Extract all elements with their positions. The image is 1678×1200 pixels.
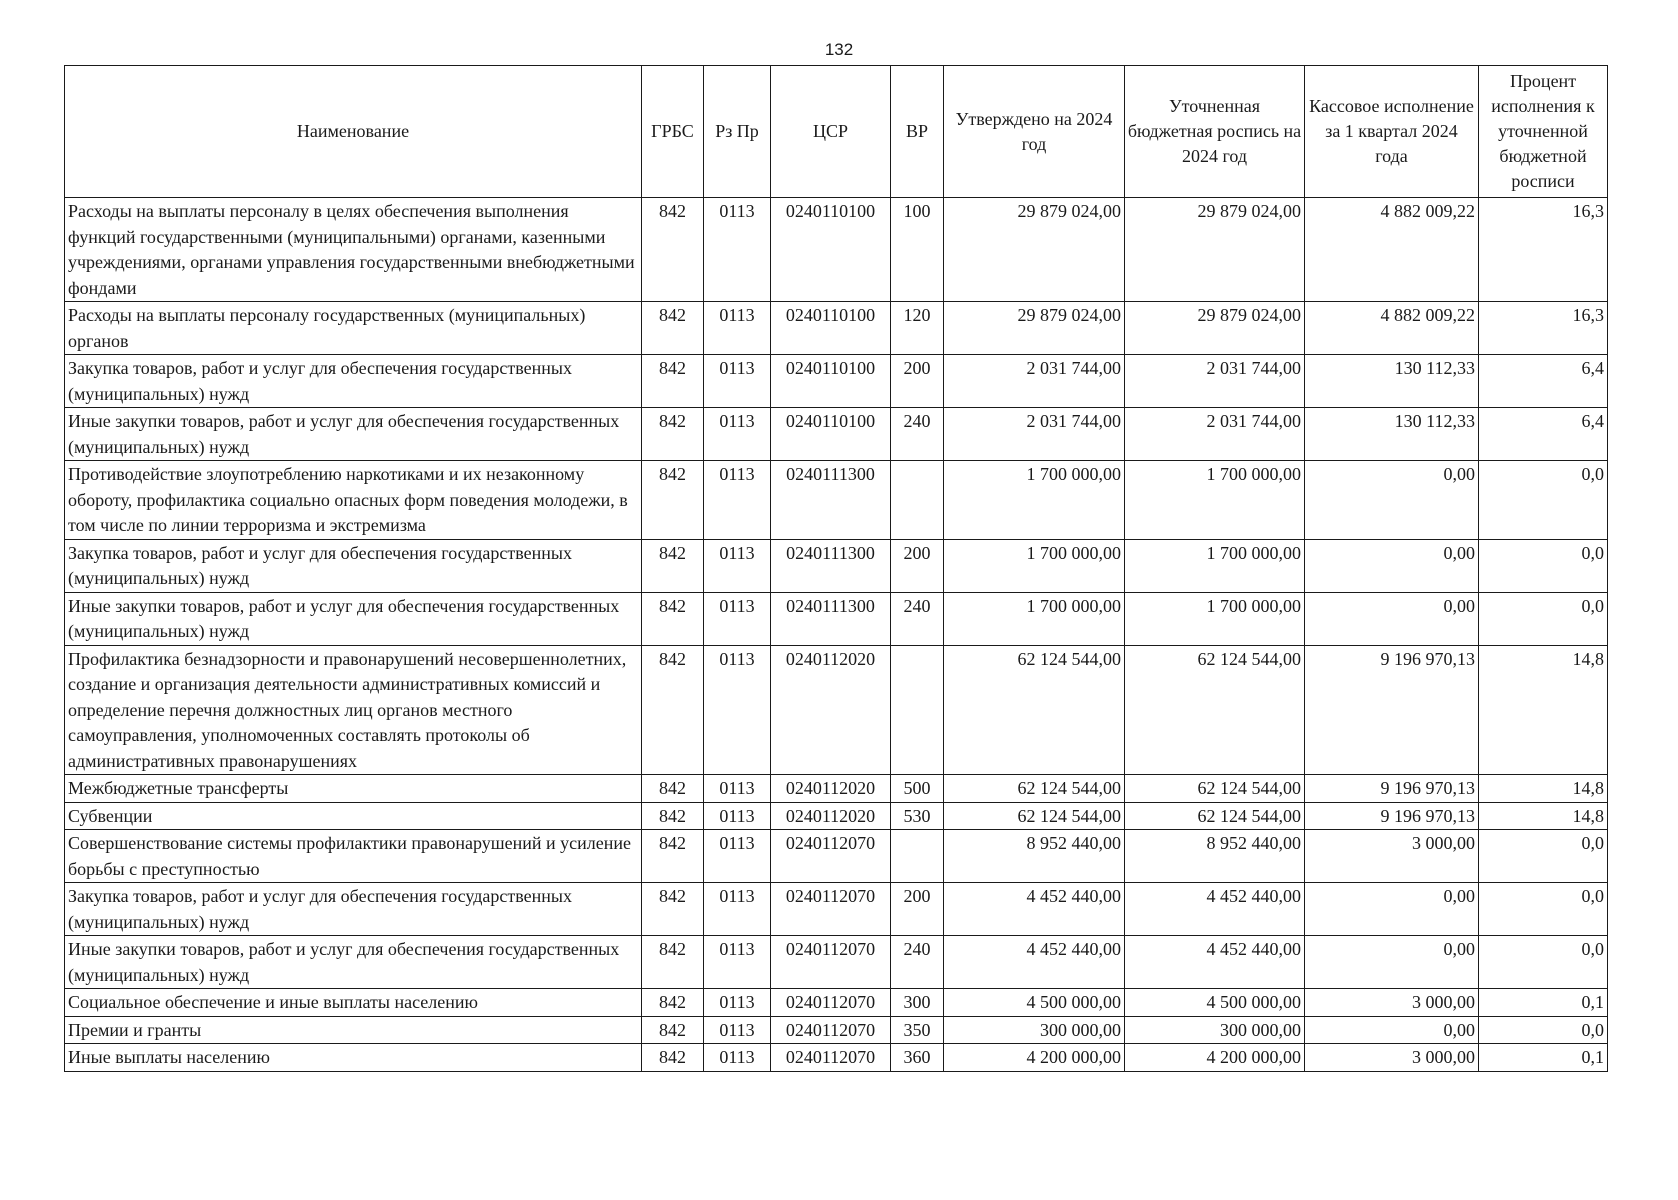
table-header	[65, 66, 1608, 198]
cell-vr: 300	[891, 989, 944, 1017]
cell-refined: 1 700 000,00	[1125, 461, 1305, 540]
cell-refined: 2 031 744,00	[1125, 355, 1305, 408]
cell-vr: 500	[891, 775, 944, 803]
cell-refined: 300 000,00	[1125, 1016, 1305, 1044]
header-name: Наименование	[65, 66, 642, 198]
cell-grbs: 842	[642, 355, 704, 408]
cell-vr: 200	[891, 883, 944, 936]
cell-csr: 0240112070	[771, 989, 891, 1017]
table-row	[65, 1044, 1608, 1072]
cell-vr: 240	[891, 592, 944, 645]
table-row	[65, 830, 1608, 883]
cell-rzpr: 0113	[704, 1044, 771, 1072]
cell-grbs: 842	[642, 592, 704, 645]
cell-name: Иные закупки товаров, работ и услуг для обеспечения государственных (муниципальных) нужд	[65, 592, 642, 645]
cell-name: Закупка товаров, работ и услуг для обеспечения государственных (муниципальных) нужд	[65, 883, 642, 936]
cell-cash: 0,00	[1305, 592, 1479, 645]
cell-cash: 0,00	[1305, 461, 1479, 540]
page-number: 132	[824, 40, 854, 59]
table-body	[65, 198, 1608, 1072]
cell-grbs: 842	[642, 461, 704, 540]
cell-rzpr: 0113	[704, 539, 771, 592]
table-row	[65, 302, 1608, 355]
cell-refined: 4 452 440,00	[1125, 936, 1305, 989]
cell-approved: 62 124 544,00	[944, 645, 1125, 775]
cell-grbs: 842	[642, 989, 704, 1017]
cell-cash: 0,00	[1305, 936, 1479, 989]
table-row	[65, 775, 1608, 803]
cell-cash: 3 000,00	[1305, 989, 1479, 1017]
cell-approved: 1 700 000,00	[944, 461, 1125, 540]
cell-approved: 4 500 000,00	[944, 989, 1125, 1017]
cell-name: Закупка товаров, работ и услуг для обеспечения государственных (муниципальных) нужд	[65, 355, 642, 408]
cell-refined: 62 124 544,00	[1125, 775, 1305, 803]
cell-name: Расходы на выплаты персоналу государственных (муниципальных) органов	[65, 302, 642, 355]
table-row	[65, 936, 1608, 989]
cell-cash: 3 000,00	[1305, 1044, 1479, 1072]
cell-cash: 9 196 970,13	[1305, 645, 1479, 775]
cell-grbs: 842	[642, 775, 704, 803]
cell-approved: 62 124 544,00	[944, 802, 1125, 830]
table-row	[65, 461, 1608, 540]
cell-csr: 0240111300	[771, 461, 891, 540]
table-row	[65, 539, 1608, 592]
cell-name: Иные закупки товаров, работ и услуг для обеспечения государственных (муниципальных) нужд	[65, 408, 642, 461]
cell-vr: 530	[891, 802, 944, 830]
cell-csr: 0240112020	[771, 775, 891, 803]
cell-rzpr: 0113	[704, 1016, 771, 1044]
cell-vr	[891, 645, 944, 775]
cell-vr: 350	[891, 1016, 944, 1044]
cell-csr: 0240112070	[771, 1044, 891, 1072]
cell-percent: 6,4	[1479, 408, 1608, 461]
cell-grbs: 842	[642, 1016, 704, 1044]
table-row	[65, 802, 1608, 830]
cell-grbs: 842	[642, 1044, 704, 1072]
cell-cash: 130 112,33	[1305, 355, 1479, 408]
cell-refined: 4 500 000,00	[1125, 989, 1305, 1017]
cell-percent: 14,8	[1479, 802, 1608, 830]
cell-csr: 0240110100	[771, 355, 891, 408]
cell-refined: 62 124 544,00	[1125, 802, 1305, 830]
cell-approved: 8 952 440,00	[944, 830, 1125, 883]
cell-csr: 0240112070	[771, 830, 891, 883]
cell-percent: 16,3	[1479, 302, 1608, 355]
cell-csr: 0240112020	[771, 645, 891, 775]
cell-refined: 29 879 024,00	[1125, 198, 1305, 302]
cell-csr: 0240111300	[771, 539, 891, 592]
cell-vr	[891, 461, 944, 540]
header-refined: Уточненная бюджетная роспись на 2024 год	[1125, 66, 1305, 198]
cell-approved: 29 879 024,00	[944, 198, 1125, 302]
cell-percent: 0,0	[1479, 830, 1608, 883]
cell-percent: 0,0	[1479, 883, 1608, 936]
cell-cash: 0,00	[1305, 883, 1479, 936]
cell-cash: 0,00	[1305, 539, 1479, 592]
cell-refined: 29 879 024,00	[1125, 302, 1305, 355]
cell-name: Иные выплаты населению	[65, 1044, 642, 1072]
cell-name: Межбюджетные трансферты	[65, 775, 642, 803]
cell-cash: 9 196 970,13	[1305, 775, 1479, 803]
cell-percent: 0,1	[1479, 989, 1608, 1017]
cell-cash: 4 882 009,22	[1305, 302, 1479, 355]
cell-grbs: 842	[642, 883, 704, 936]
cell-percent: 0,0	[1479, 1016, 1608, 1044]
table-row	[65, 355, 1608, 408]
header-approved: Утверждено на 2024 год	[944, 66, 1125, 198]
table-row	[65, 1016, 1608, 1044]
cell-rzpr: 0113	[704, 355, 771, 408]
cell-grbs: 842	[642, 408, 704, 461]
table-row	[65, 883, 1608, 936]
cell-csr: 0240110100	[771, 302, 891, 355]
header-grbs: ГРБС	[642, 66, 704, 198]
cell-rzpr: 0113	[704, 592, 771, 645]
cell-percent: 6,4	[1479, 355, 1608, 408]
cell-refined: 1 700 000,00	[1125, 592, 1305, 645]
cell-vr: 120	[891, 302, 944, 355]
table-row	[65, 645, 1608, 775]
table-row	[65, 408, 1608, 461]
cell-csr: 0240112070	[771, 883, 891, 936]
cell-vr: 200	[891, 355, 944, 408]
cell-rzpr: 0113	[704, 775, 771, 803]
cell-approved: 4 200 000,00	[944, 1044, 1125, 1072]
cell-vr	[891, 830, 944, 883]
cell-name: Закупка товаров, работ и услуг для обеспечения государственных (муниципальных) нужд	[65, 539, 642, 592]
cell-rzpr: 0113	[704, 989, 771, 1017]
cell-csr: 0240112020	[771, 802, 891, 830]
cell-approved: 4 452 440,00	[944, 936, 1125, 989]
cell-name: Противодействие злоупотреблению наркотиками и их незаконному обороту, профилактика социально опасных форм поведения молодежи, в том числе по линии терроризма и экстремизма	[65, 461, 642, 540]
budget-execution-table	[64, 65, 1608, 1072]
cell-vr: 200	[891, 539, 944, 592]
cell-approved: 62 124 544,00	[944, 775, 1125, 803]
cell-approved: 300 000,00	[944, 1016, 1125, 1044]
cell-refined: 62 124 544,00	[1125, 645, 1305, 775]
cell-approved: 2 031 744,00	[944, 408, 1125, 461]
cell-percent: 0,0	[1479, 539, 1608, 592]
cell-approved: 4 452 440,00	[944, 883, 1125, 936]
cell-vr: 240	[891, 408, 944, 461]
cell-grbs: 842	[642, 198, 704, 302]
header-row	[65, 66, 1608, 198]
cell-approved: 2 031 744,00	[944, 355, 1125, 408]
header-csr: ЦСР	[771, 66, 891, 198]
cell-cash: 4 882 009,22	[1305, 198, 1479, 302]
cell-name: Субвенции	[65, 802, 642, 830]
cell-percent: 0,0	[1479, 936, 1608, 989]
cell-approved: 1 700 000,00	[944, 539, 1125, 592]
cell-percent: 0,0	[1479, 592, 1608, 645]
cell-rzpr: 0113	[704, 830, 771, 883]
cell-rzpr: 0113	[704, 936, 771, 989]
cell-cash: 3 000,00	[1305, 830, 1479, 883]
cell-rzpr: 0113	[704, 198, 771, 302]
cell-approved: 29 879 024,00	[944, 302, 1125, 355]
cell-grbs: 842	[642, 936, 704, 989]
cell-vr: 360	[891, 1044, 944, 1072]
cell-name: Профилактика безнадзорности и правонарушений несовершеннолетних, создание и организация деятельности административных комиссий и определение перечня должностных лиц органов местного самоуправления, уполномоченных составлять протоколы об административных правонарушениях	[65, 645, 642, 775]
header-vr: ВР	[891, 66, 944, 198]
cell-name: Иные закупки товаров, работ и услуг для обеспечения государственных (муниципальных) нужд	[65, 936, 642, 989]
cell-csr: 0240110100	[771, 408, 891, 461]
cell-percent: 14,8	[1479, 775, 1608, 803]
cell-vr: 240	[891, 936, 944, 989]
cell-cash: 130 112,33	[1305, 408, 1479, 461]
cell-refined: 4 200 000,00	[1125, 1044, 1305, 1072]
cell-approved: 1 700 000,00	[944, 592, 1125, 645]
cell-rzpr: 0113	[704, 883, 771, 936]
header-cash: Кассовое исполнение за 1 квартал 2024 года	[1305, 66, 1479, 198]
header-rzpr: Рз Пр	[704, 66, 771, 198]
cell-percent: 16,3	[1479, 198, 1608, 302]
cell-grbs: 842	[642, 302, 704, 355]
cell-refined: 1 700 000,00	[1125, 539, 1305, 592]
cell-percent: 0,0	[1479, 461, 1608, 540]
cell-vr: 100	[891, 198, 944, 302]
cell-rzpr: 0113	[704, 408, 771, 461]
cell-rzpr: 0113	[704, 302, 771, 355]
cell-csr: 0240111300	[771, 592, 891, 645]
cell-rzpr: 0113	[704, 461, 771, 540]
header-percent: Процент исполнения к уточненной бюджетной росписи	[1479, 66, 1608, 198]
cell-percent: 0,1	[1479, 1044, 1608, 1072]
cell-name: Расходы на выплаты персоналу в целях обеспечения выполнения функций государственными (муниципальными) органами, казенными учреждениями, органами управления государственными внебюджетными фондами	[65, 198, 642, 302]
cell-csr: 0240110100	[771, 198, 891, 302]
cell-refined: 4 452 440,00	[1125, 883, 1305, 936]
cell-refined: 2 031 744,00	[1125, 408, 1305, 461]
table-row	[65, 989, 1608, 1017]
cell-percent: 14,8	[1479, 645, 1608, 775]
cell-csr: 0240112070	[771, 1016, 891, 1044]
cell-cash: 9 196 970,13	[1305, 802, 1479, 830]
table-row	[65, 592, 1608, 645]
cell-name: Социальное обеспечение и иные выплаты населению	[65, 989, 642, 1017]
cell-csr: 0240112070	[771, 936, 891, 989]
cell-name: Премии и гранты	[65, 1016, 642, 1044]
cell-grbs: 842	[642, 830, 704, 883]
cell-refined: 8 952 440,00	[1125, 830, 1305, 883]
table-row	[65, 198, 1608, 302]
cell-cash: 0,00	[1305, 1016, 1479, 1044]
cell-grbs: 842	[642, 539, 704, 592]
cell-rzpr: 0113	[704, 645, 771, 775]
cell-rzpr: 0113	[704, 802, 771, 830]
cell-name: Совершенствование системы профилактики правонарушений и усиление борьбы с преступностью	[65, 830, 642, 883]
cell-grbs: 842	[642, 802, 704, 830]
cell-grbs: 842	[642, 645, 704, 775]
